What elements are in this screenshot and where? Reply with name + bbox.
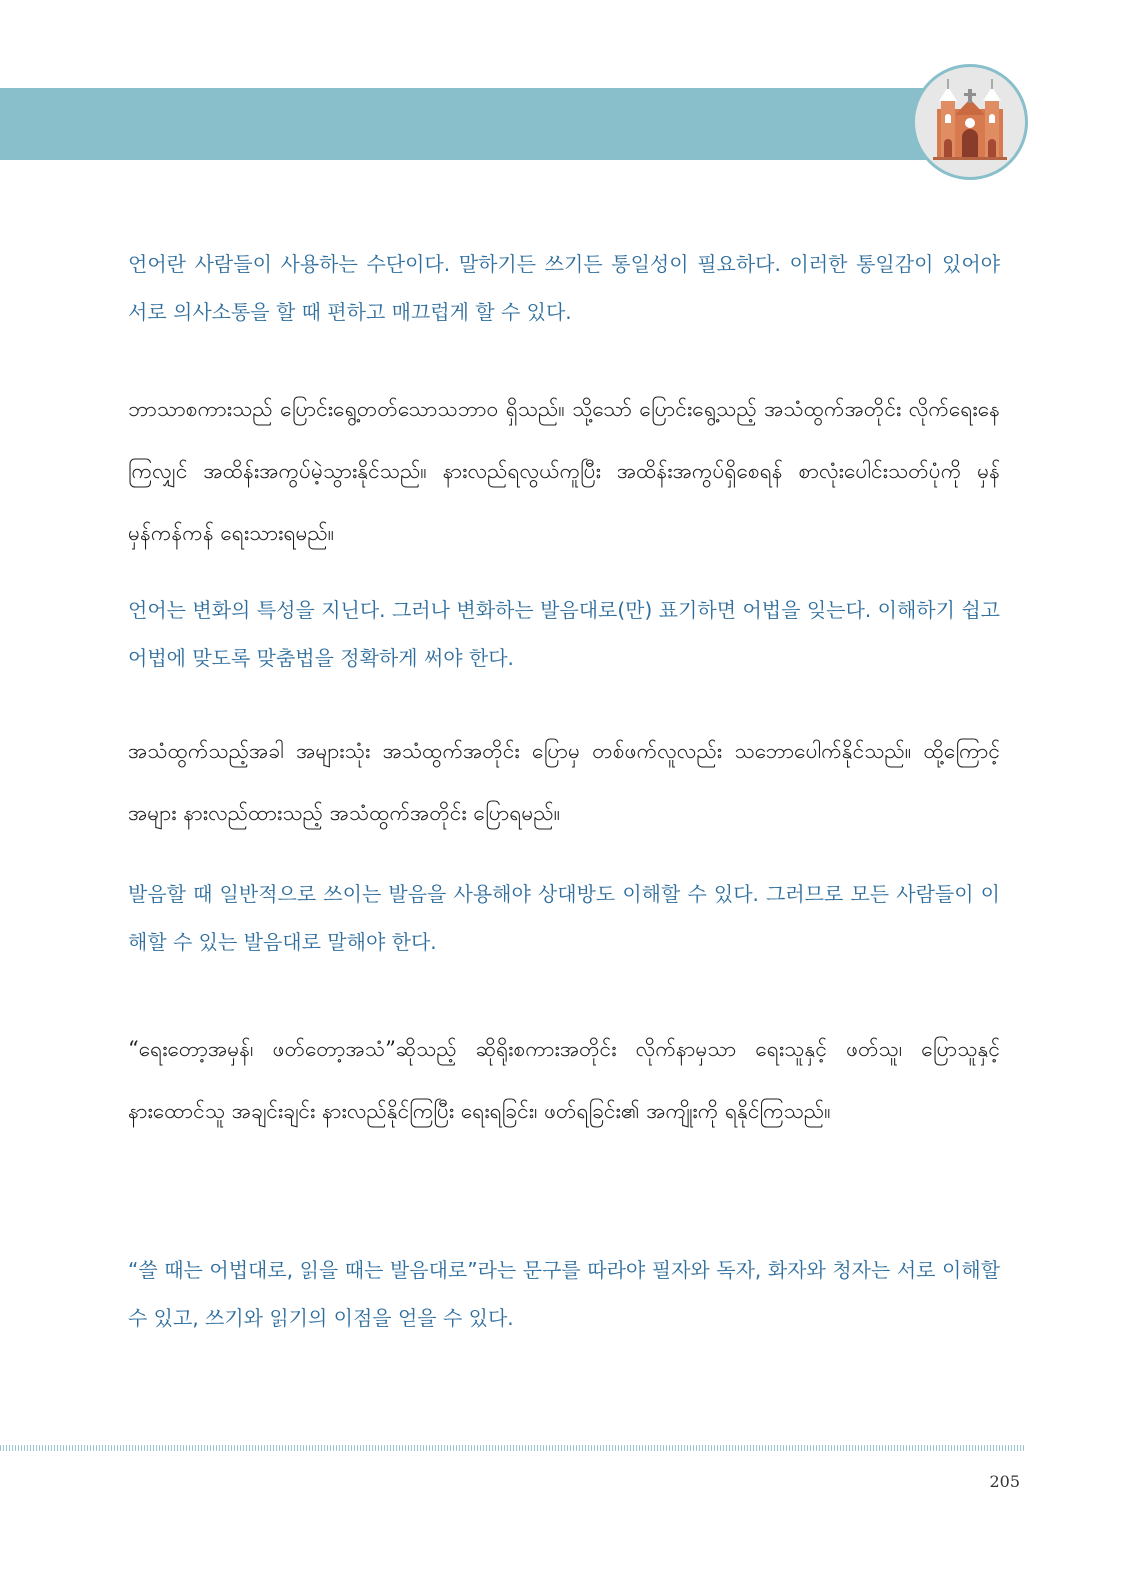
- page-number: 205: [989, 1472, 1020, 1491]
- myanmar-paragraph: ဘာသာစကားသည် ပြောင်းရွေ့တတ်သောသဘာဝ ရှိသည်။ သို့သော် ပြောင်းရွေ့သည့် အသံထွက်အတိုင်း လိုက်ရေးနေကြလျှင် အထိန်းအကွပ်မဲ့သွားနိုင်သည်။ နားလည်ရလွယ်ကူပြီး အထိန်းအကွပ်ရှိစေရန် စာလုံးပေါင်းသတ်ပုံကို မှန်မှန်ကန်ကန် ရေးသားရမည်။: [128, 397, 1000, 545]
- header-band: [0, 88, 975, 160]
- korean-paragraph: 언어란 사람들이 사용하는 수단이다. 말하기든 쓰기든 통일성이 필요하다. 이러한 통일감이 있어야 서로 의사소통을 할 때 편하고 매끄럽게 할 수 있다.: [128, 252, 1000, 324]
- myanmar-paragraph: “ရေးတော့အမှန်၊ ဖတ်တော့အသံ”ဆိုသည့် ဆိုရိုးစကားအတိုင်း လိုက်နာမှသာ ရေးသူနှင့် ဖတ်သူ၊ ပြောသူနှင့် နားထောင်သူ အချင်းချင်း နားလည်နိုင်ကြပြီး ရေးရခြင်း၊ ဖတ်ရခြင်း၏ အကျိုးကို ရနိုင်ကြသည်။: [128, 1037, 1000, 1123]
- church-icon: [912, 64, 1028, 180]
- myanmar-paragraph: အသံထွက်သည့်အခါ အများသုံး အသံထွက်အတိုင်း ပြောမှ တစ်ဖက်လူလည်း သဘောပေါက်နိုင်သည်။ ထို့ကြောင့် အများ နားလည်ထားသည့် အသံထွက်အတိုင်း ပြောရမည်။: [128, 739, 1000, 825]
- korean-paragraph: 언어는 변화의 특성을 지닌다. 그러나 변화하는 발음대로(만) 표기하면 어법을 잊는다. 이해하기 쉽고 어법에 맞도록 맞춤법을 정확하게 써야 한다.: [128, 598, 1000, 670]
- footer-divider: [0, 1445, 1026, 1451]
- korean-paragraph: 발음할 때 일반적으로 쓰이는 발음을 사용해야 상대방도 이해할 수 있다. 그러므로 모든 사람들이 이해할 수 있는 발음대로 말해야 한다.: [128, 882, 1000, 954]
- korean-paragraph: “쓸 때는 어법대로, 읽을 때는 발음대로”라는 문구를 따라야 필자와 독자, 화자와 청자는 서로 이해할 수 있고, 쓰기와 읽기의 이점을 얻을 수 있다.: [128, 1258, 1000, 1330]
